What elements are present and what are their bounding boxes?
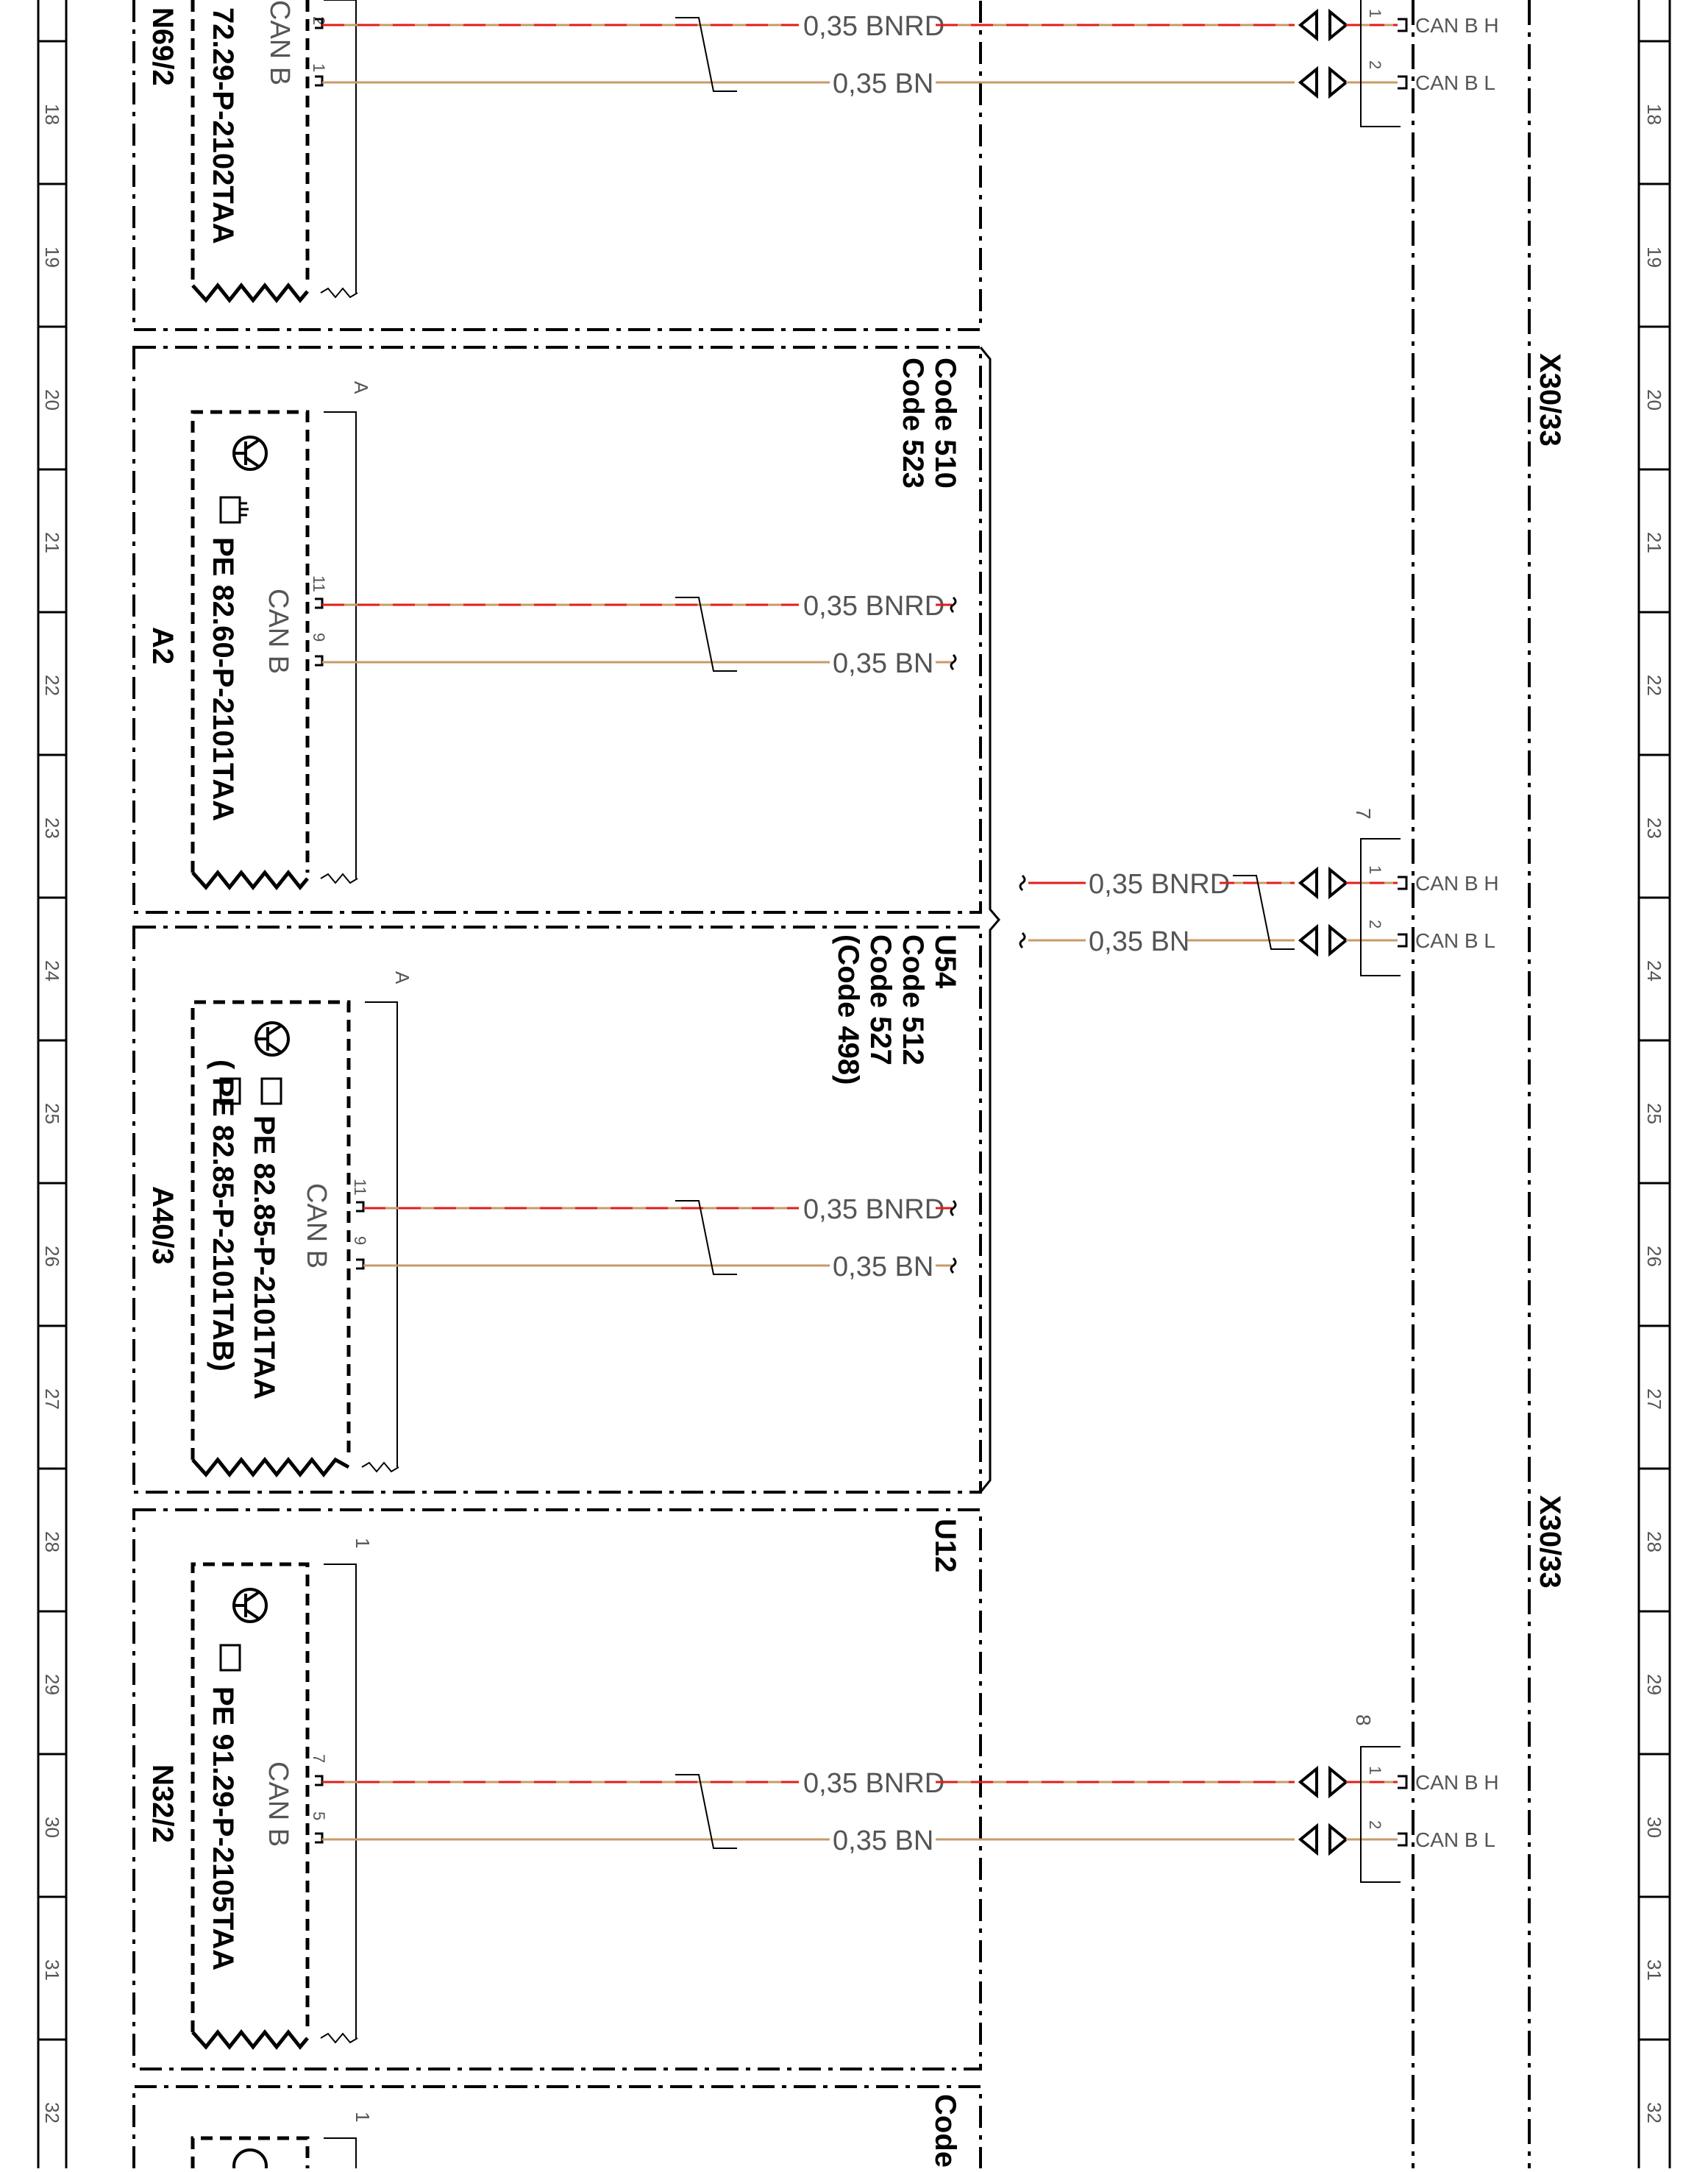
transistor-icon (234, 1589, 266, 1622)
wire-label-high: 0,35 BNRD (1089, 869, 1231, 900)
pin-header: 1 (352, 2112, 374, 2123)
wire-label-low: 0,35 BN (833, 648, 934, 679)
wire-label-high: 0,35 BNRD (803, 1768, 945, 1799)
hand-pointer-icon (221, 1645, 240, 1670)
pin-number-high: 11 (351, 1179, 369, 1196)
left-ruler-number: 29 (41, 1674, 63, 1695)
right-ruler-number: 23 (1643, 817, 1665, 839)
right-ruler-number: 27 (1643, 1388, 1665, 1410)
code-line-3: Code 527 (864, 934, 897, 1065)
right-ruler-number: 24 (1643, 960, 1665, 982)
wire-pair (315, 11, 1398, 99)
component-id: N69/2 (146, 7, 179, 86)
code-line-1: U54 (929, 934, 961, 989)
module-n32-2 (134, 1510, 1499, 2069)
wire-label-low: 0,35 BN (833, 1252, 934, 1282)
wire-label-low: 0,35 BN (833, 1825, 934, 1856)
bus-label: CAN B (263, 1761, 293, 1848)
left-ruler-number: 31 (41, 1959, 63, 1981)
pin-number-low: 1 (310, 63, 328, 73)
module-bottom-partial (134, 2087, 981, 2168)
bus-connector-number: 8 (1352, 1714, 1375, 1726)
bus-label: CAN B (263, 589, 293, 675)
pin-number-high: 11 (310, 575, 328, 592)
transistor-icon (234, 2150, 266, 2168)
code-line-2: Code 512 (897, 934, 929, 1065)
code-line-1: U12 (929, 1519, 961, 1573)
wire-label-low: 0,35 BN (833, 68, 934, 99)
left-ruler-number: 20 (41, 389, 63, 411)
bus-connector-number: 7 (1352, 808, 1375, 820)
bus-connector-n69 (1361, 0, 1499, 127)
bus-signal-high: CAN B H (1415, 872, 1499, 895)
pin-header: 1 (352, 1538, 374, 1549)
bus-pin-low: 2 (1366, 1820, 1384, 1830)
doc-reference: PE 82.60-P-2101TAA (207, 537, 239, 822)
bus-label: CAN B (264, 0, 295, 86)
code-line-2: Code 523 (897, 358, 929, 489)
bus-pin-low: 2 (1366, 60, 1384, 70)
component-id: N32/2 (146, 1764, 179, 1843)
module-a40-3 (134, 927, 981, 1492)
right-ruler-number: 22 (1643, 675, 1665, 696)
bus-connector-label-bottom: X30/33 (1534, 1495, 1566, 1589)
pin-number-low: 5 (310, 1811, 328, 1821)
bus-signal-low: CAN B L (1415, 929, 1495, 952)
doc-reference: PE 82.85-P-2101TAA (248, 1115, 280, 1400)
doc-reference-alt: ( PE 82.85-P-2101TAB) (207, 1060, 239, 1371)
left-ruler-number: 26 (41, 1246, 63, 1267)
left-ruler-number: 28 (41, 1531, 63, 1552)
module-n69-2 (134, 0, 1499, 330)
right-ruler (1639, 0, 1670, 2168)
wire-label-high: 0,35 BNRD (803, 591, 945, 622)
bus-pin-high: 1 (1366, 9, 1384, 18)
right-ruler-number: 21 (1643, 532, 1665, 553)
code-line-1: Code 510 (929, 358, 961, 489)
right-ruler-number: 29 (1643, 1674, 1665, 1695)
bus-signal-low: CAN B L (1415, 71, 1495, 94)
right-ruler-number: 31 (1643, 1959, 1665, 1981)
left-ruler-number: 19 (41, 246, 63, 268)
pin-header: A (391, 971, 413, 984)
doc-reference: 72.29-P-2102TAA (207, 7, 239, 244)
left-ruler-number: 30 (41, 1817, 63, 1838)
left-ruler-number: 25 (41, 1103, 63, 1124)
wire-label-high: 0,35 BNRD (803, 1194, 945, 1225)
right-ruler-number: 19 (1643, 246, 1665, 268)
left-ruler-number: 27 (41, 1388, 63, 1410)
right-ruler-number: 26 (1643, 1246, 1665, 1267)
bus-pin-high: 1 (1366, 1766, 1384, 1775)
bus-signal-low: CAN B L (1415, 1828, 1495, 1851)
component-id: A2 (146, 627, 179, 665)
component-id: A40/3 (146, 1186, 179, 1265)
module-a2 (134, 347, 981, 912)
right-ruler-number: 32 (1643, 2102, 1665, 2123)
wire-pair (356, 1194, 956, 1282)
left-ruler-number: 32 (41, 2102, 63, 2123)
wire-label-low: 0,35 BN (1089, 926, 1190, 957)
left-ruler (38, 0, 66, 2168)
pin-header: A (350, 381, 372, 394)
bus-pin-high: 1 (1366, 865, 1384, 875)
bus-signal-high: CAN B H (1415, 14, 1499, 37)
code-line-1: Code (929, 2094, 961, 2168)
bus-connector-label-top: X30/33 (1534, 353, 1566, 447)
left-ruler-number: 21 (41, 532, 63, 553)
bus-pin-low: 2 (1366, 920, 1384, 929)
transistor-icon (256, 1023, 288, 1055)
doc-reference: PE 91.29-P-2105TAA (207, 1686, 239, 1971)
transistor-icon (234, 437, 266, 469)
wire-pair (315, 1768, 1398, 1856)
wire-label-high: 0,35 BNRD (803, 11, 945, 42)
left-ruler-number: 23 (41, 817, 63, 839)
wire-pair (315, 591, 956, 679)
shared-bus-tap (1020, 808, 1499, 976)
bus-label: CAN B (301, 1183, 332, 1269)
pin-number-high: 2 (310, 16, 328, 26)
pin-number-low: 9 (310, 633, 328, 642)
right-ruler-number: 20 (1643, 389, 1665, 411)
bus-signal-high: CAN B H (1415, 1771, 1499, 1794)
left-ruler-number: 22 (41, 675, 63, 696)
left-ruler-number: 18 (41, 104, 63, 125)
pin-number-low: 9 (351, 1236, 369, 1246)
group-brace (981, 347, 999, 1492)
bus-connector-n32 (1352, 1714, 1499, 1882)
right-ruler-number: 28 (1643, 1531, 1665, 1552)
hand-pointer-icon (221, 497, 249, 522)
left-ruler-number: 24 (41, 960, 63, 982)
right-ruler-number: 30 (1643, 1817, 1665, 1838)
right-ruler-number: 18 (1643, 104, 1665, 125)
code-line-4: (Code 498) (832, 934, 864, 1085)
right-ruler-number: 25 (1643, 1103, 1665, 1124)
pin-number-high: 7 (310, 1754, 328, 1764)
